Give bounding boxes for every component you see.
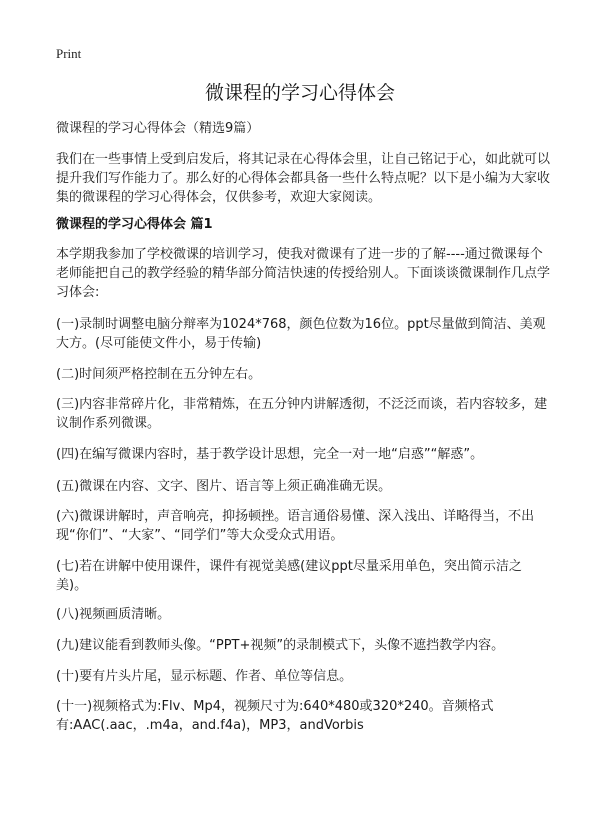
list-item: (十)要有片头片尾，显示标题、作者、单位等信息。 (56, 669, 353, 684)
print-link[interactable]: Print (56, 46, 82, 61)
list-item: (八)视频画质清晰。 (56, 607, 171, 622)
lead-paragraph: 本学期我参加了学校微课的培训学习，使我对微课有了进一步的了解----通过微课每个老师能把自己的教学经验的精华部分简洁快速的传授给别人。下面谈谈微课制作几点学习体会: (56, 247, 551, 300)
list-item: (二)时间须严格控制在五分钟左右。 (56, 367, 262, 382)
list-item: (九)建议能看到教师头像。“PPT+视频”的录制模式下，头像不遮挡教学内容。 (56, 638, 505, 653)
section-heading: 微课程的学习心得体会 篇1 (56, 217, 213, 232)
page-title: 微课程的学习心得体会 (204, 82, 395, 104)
list-item: (六)微课讲解时，声音响亮，抑扬顿挫。语言通俗易懂、深入浅出、详略得当，不出现“你们”、“大家”、“同学们”等大众受众式用语。 (56, 509, 535, 543)
list-item: (三)内容非常碎片化，非常精炼，在五分钟内讲解透彻，不泛泛而谈，若内容较多，建议制作系列微课。 (56, 397, 548, 431)
list-item: (一)录制时调整电脑分辩率为1024*768，颜色位数为16位。ppt尽量做到简洁、美观大方。(尽可能使文件小，易于传输) (56, 317, 546, 351)
intro-paragraph: 我们在一些事情上受到启发后，将其记录在心得体会里，让自己铭记于心，如此就可以提升我们写作能力了。那么好的心得体会都具备一些什么特点呢？以下是小编为大家收集的微课程的学习心得体会，仅供参考，欢迎大家阅读。 (56, 152, 551, 205)
list-item: (十一)视频格式为:Flv、Mp4，视频尺寸为:640*480或320*240。音频格式有:AAC(.aac，.m4a，and.f4a)，MP3，andVorbis (56, 699, 494, 733)
subtitle: 微课程的学习心得体会（精选9篇） (56, 121, 260, 136)
list-item: (七)若在讲解中使用课件，课件有视觉美感(建议ppt尽量采用单色，突出简示洁之美)。 (56, 559, 522, 593)
list-item: (五)微课在内容、文字、图片、语言等上须正确准确无误。 (56, 479, 392, 494)
list-item: (四)在编写微课内容时，基于教学设计思想，完全一对一地“启惑”“解惑”。 (56, 447, 484, 462)
